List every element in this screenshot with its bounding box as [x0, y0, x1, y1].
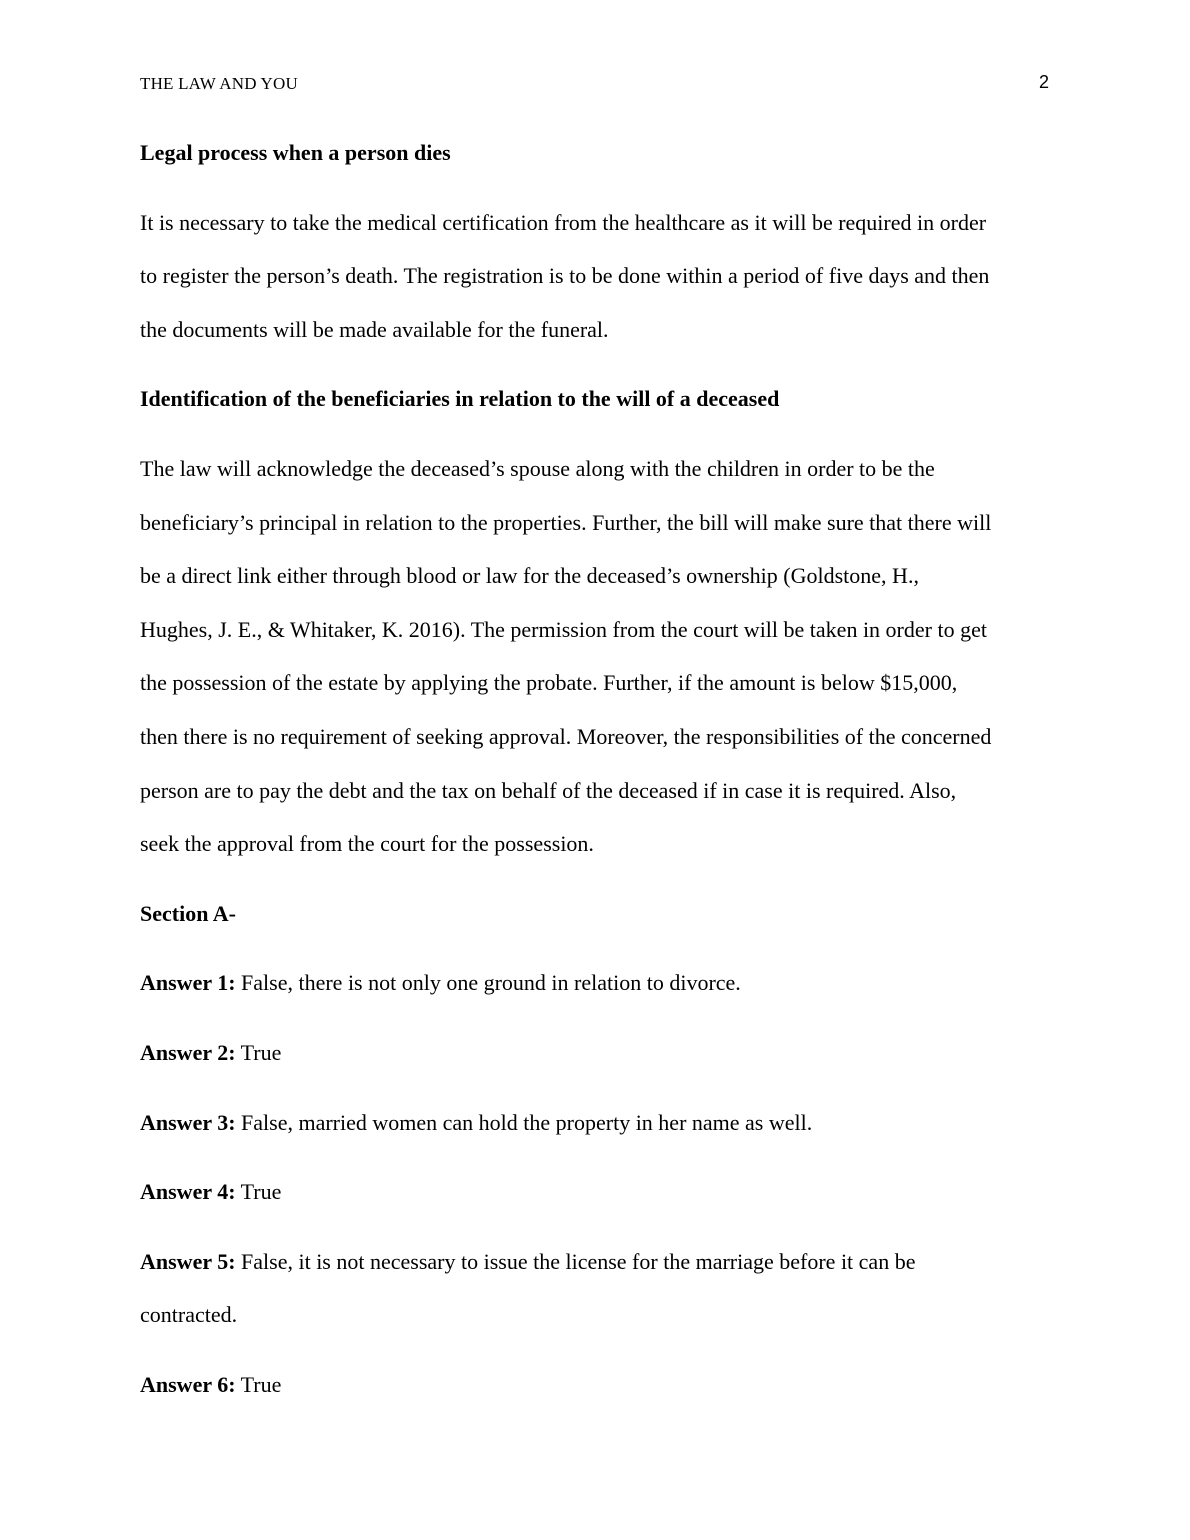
- paragraph-beneficiaries: [140, 442, 1052, 871]
- paragraph-line: person are to pay the debt and the tax on behalf of the deceased if in case it is required. Also,: [140, 777, 957, 803]
- paragraph-legal-process: [140, 196, 1052, 357]
- answer-4: [140, 1165, 1052, 1219]
- answer-line: [140, 1235, 1052, 1289]
- answer-1: [140, 956, 1052, 1010]
- document-body: [140, 126, 1052, 1427]
- heading-legal-process: Legal process when a person dies: [140, 140, 451, 165]
- answer-label: Answer 6:: [140, 1371, 236, 1397]
- paragraph-line: It is necessary to take the medical certification from the healthcare as it will be required in order: [140, 209, 987, 235]
- answer-text: True: [235, 1039, 282, 1065]
- answer-6: [140, 1358, 1052, 1412]
- answer-label: Answer 4:: [140, 1179, 236, 1205]
- paragraph-line: beneficiary’s principal in relation to the properties. Further, the bill will make sure that there will: [140, 509, 992, 535]
- paragraph-line: then there is no requirement of seeking approval. Moreover, the responsibilities of the concerned: [140, 723, 992, 749]
- paragraph-line: the possession of the estate by applying the probate. Further, if the amount is below $15,000,: [140, 670, 958, 696]
- answer-text: False, married women can hold the property in her name as well.: [235, 1109, 813, 1135]
- paragraph-line: seek the approval from the court for the possession.: [140, 831, 594, 857]
- paragraph-line: the documents will be made available for the funeral.: [140, 316, 609, 342]
- answer-5: [140, 1235, 1052, 1342]
- answer-text: False, there is not only one ground in relation to divorce.: [235, 970, 741, 996]
- answer-continuation: contracted.: [140, 1302, 238, 1328]
- paragraph-line: The law will acknowledge the deceased’s spouse along with the children in order to be the: [140, 455, 935, 481]
- heading-beneficiaries: Identification of the beneficiaries in relation to the will of a deceased: [140, 386, 780, 412]
- page-number: 2: [1038, 72, 1049, 92]
- answer-text: False, it is not necessary to issue the license for the marriage before it can be: [235, 1248, 916, 1274]
- answer-label: Answer 2:: [140, 1039, 236, 1065]
- running-head: THE LAW AND YOU: [140, 74, 298, 93]
- paragraph-line: be a direct link either through blood or law for the deceased’s ownership (Goldstone, H.,: [140, 563, 919, 589]
- answer-label: Answer 3:: [140, 1109, 236, 1135]
- paragraph-line: to register the person’s death. The registration is to be done within a period of five days and then: [140, 263, 990, 289]
- answer-label: Answer 1:: [140, 970, 236, 996]
- answer-text: True: [235, 1179, 282, 1205]
- answer-3: [140, 1096, 1052, 1150]
- paragraph-line: Hughes, J. E., & Whitaker, K. 2016). The permission from the court will be taken in order to get: [140, 616, 987, 642]
- answer-2: [140, 1026, 1052, 1080]
- answer-label: Answer 5:: [140, 1248, 236, 1274]
- heading-section-a: Section A-: [140, 900, 236, 926]
- answer-text: True: [235, 1371, 282, 1397]
